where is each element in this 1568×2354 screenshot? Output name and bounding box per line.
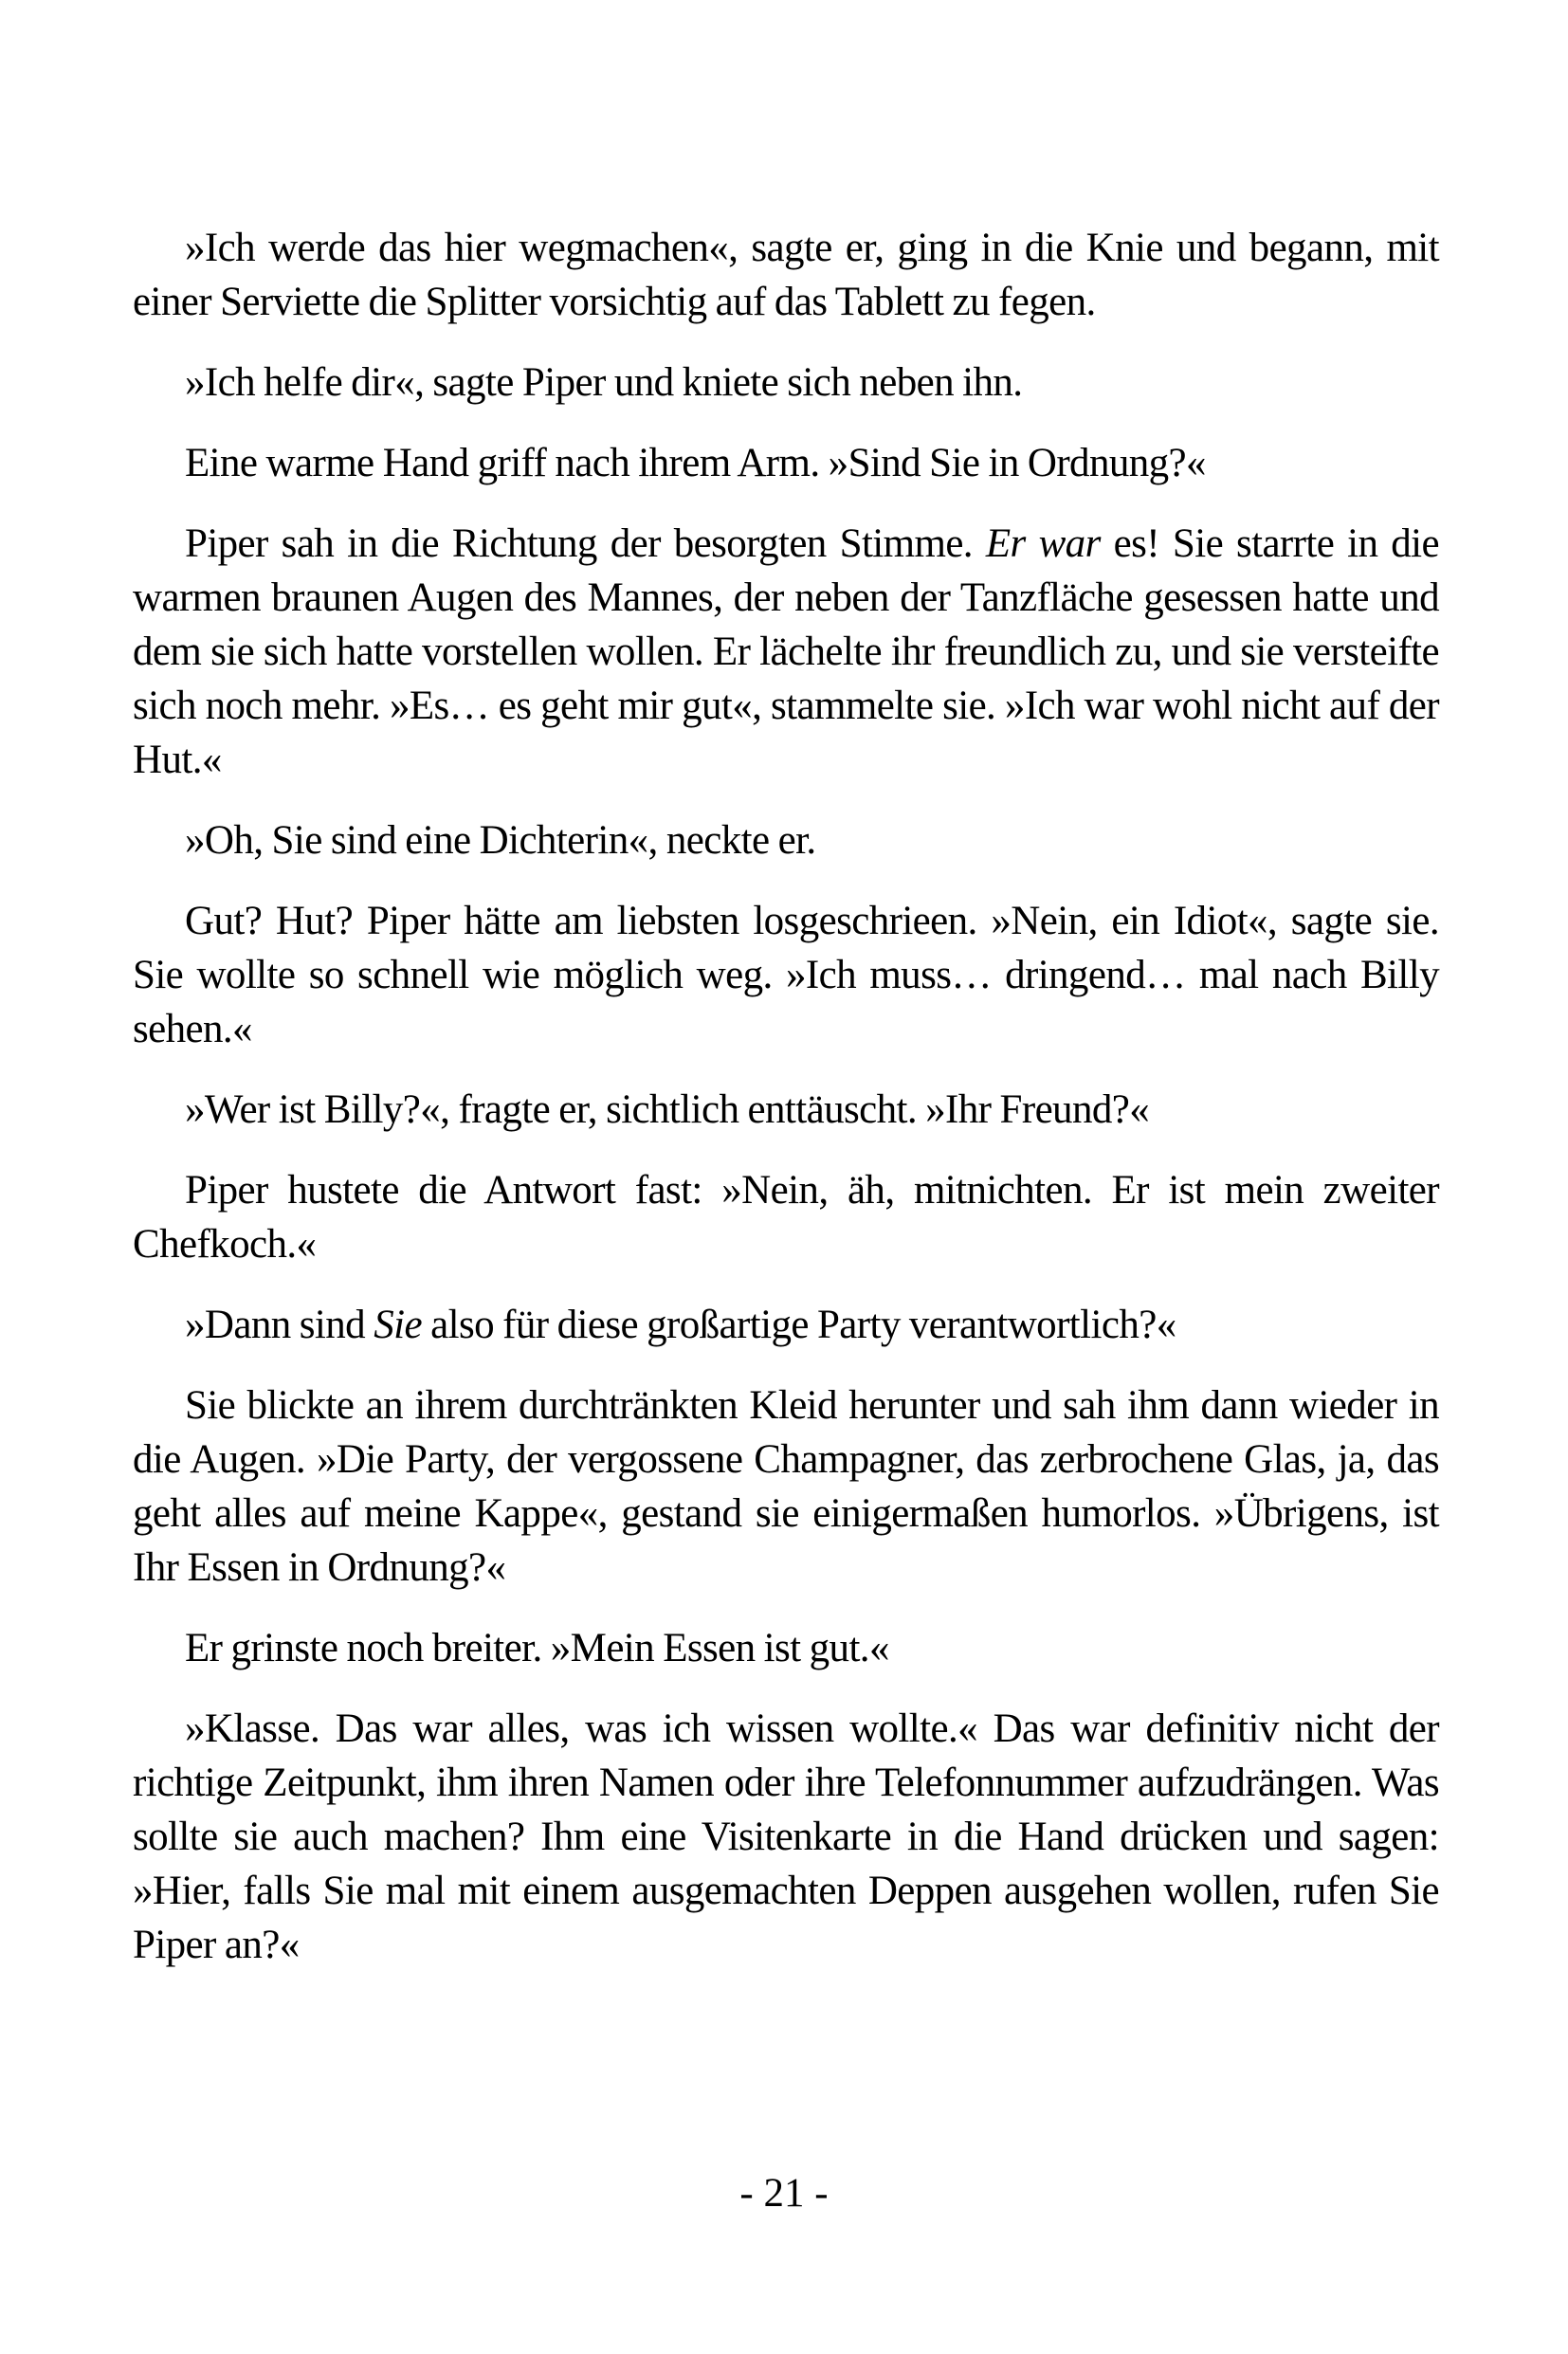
paragraph <box>133 1298 1439 1352</box>
text-segment: »Ich werde das hier wegmachen«, sagte er, ging in die Knie und begann, mit einer Serviette die Splitter vorsichtig auf das Tablett zu fegen. <box>133 226 1439 324</box>
paragraph <box>133 221 1439 329</box>
page-number: - 21 - <box>739 2171 829 2216</box>
page-body <box>133 221 1439 1998</box>
text-segment: Piper sah in die Richtung der besorgten Stimme. <box>185 521 986 566</box>
paragraph <box>133 436 1439 490</box>
paragraph <box>133 813 1439 867</box>
paragraph <box>133 1621 1439 1675</box>
paragraph <box>133 1083 1439 1137</box>
text-segment: Er grinste noch breiter. »Mein Essen ist gut.« <box>185 1626 889 1670</box>
text-segment: Sie blickte an ihrem durchtränkten Kleid herunter und sah ihm dann wieder in die Augen. »Die Party, der vergossene Champagner, das zerbrochene Glas, ja, das geht alles auf meine Kappe«, gestand sie einigermaßen humorlos. »Übrigens, ist Ihr Essen in Ordnung?« <box>133 1383 1439 1590</box>
text-segment: Gut? Hut? Piper hätte am liebsten losgeschrieen. »Nein, ein Idiot«, sagte sie. Sie wollte so schnell wie möglich weg. »Ich muss… dringend… mal nach Billy sehen.« <box>133 899 1439 1051</box>
italic-text: Er war <box>985 521 1101 566</box>
text-segment: »Dann sind <box>185 1303 374 1347</box>
paragraph <box>133 356 1439 410</box>
paragraph <box>133 894 1439 1056</box>
text-segment: »Ich helfe dir«, sagte Piper und kniete sich neben ihn. <box>185 360 1023 405</box>
paragraph <box>133 1702 1439 1972</box>
text-segment: also für diese großartige Party verantwortlich?« <box>421 1303 1176 1347</box>
paragraph <box>133 1378 1439 1595</box>
text-segment: »Wer ist Billy?«, fragte er, sichtlich enttäuscht. »Ihr Freund?« <box>185 1087 1150 1132</box>
paragraph <box>133 1163 1439 1271</box>
text-segment: »Oh, Sie sind eine Dichterin«, neckte er. <box>185 818 816 863</box>
text-segment: es! Sie starrte in die warmen braunen Augen des Mannes, der neben der Tanzfläche gesessen hatte und dem sie sich hatte vorstellen wollen. Er lächelte ihr freundlich zu, und sie versteifte sich noch mehr. »Es… es geht mir gut«, stammelte sie. »Ich war wohl nicht auf der Hut.« <box>133 521 1440 782</box>
italic-text: Sie <box>374 1303 422 1347</box>
text-segment: Eine warme Hand griff nach ihrem Arm. »Sind Sie in Ordnung?« <box>185 441 1206 485</box>
text-segment: Piper hustete die Antwort fast: »Nein, äh, mitnichten. Er ist mein zweiter Chefkoch.« <box>133 1168 1439 1267</box>
text-segment: »Klasse. Das war alles, was ich wissen wollte.« Das war definitiv nicht der richtige Zeitpunkt, ihm ihren Namen oder ihre Telefonnummer aufzudrängen. Was sollte sie auch machen? Ihm eine Visitenkarte in die Hand drücken und sagen: »Hier, falls Sie mal mit einem ausgemachten Deppen ausgehen wollen, rufen Sie Piper an?« <box>133 1706 1439 1967</box>
paragraph <box>133 517 1439 787</box>
